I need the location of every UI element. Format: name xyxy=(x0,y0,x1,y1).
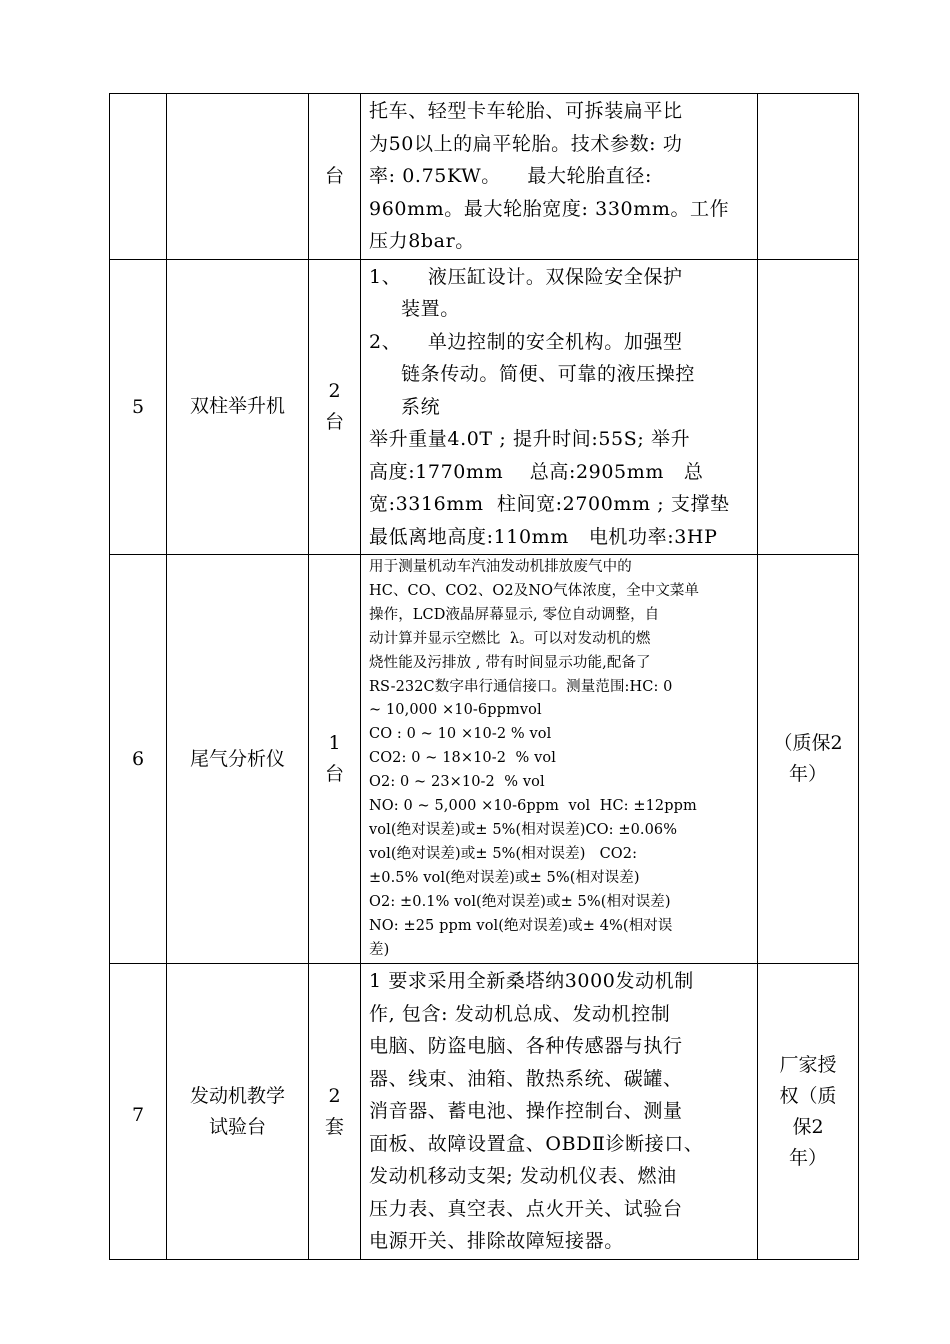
table-row xyxy=(110,259,859,555)
item-name: 试验台 xyxy=(208,1116,266,1139)
spec-line: 1、 液压缸设计。双保险安全保护 xyxy=(369,265,683,288)
spec-line: 托车、轻型卡车轮胎、可拆装扁平比 xyxy=(369,100,683,122)
quantity-text: 台 xyxy=(324,164,344,187)
spec-line: 用于测量机动车汽油发动机排放废气中的 xyxy=(369,559,632,575)
row-number: 6 xyxy=(131,748,145,771)
spec-line: CO : 0 ~ 10 ×10-2 % vol xyxy=(369,726,552,743)
spec-line: O2: 0 ~ 23×10-2 % vol xyxy=(369,774,545,791)
spec-line: 举升重量4.0T ; 提升时间:55S; 举升 xyxy=(369,428,691,450)
spec-line: 宽:3316mm 柱间宽:2700mm ; 支撑垫 xyxy=(369,493,730,515)
spec-line: 器、线束、油箱、散热系统、碳罐、 xyxy=(369,1067,683,1090)
quantity-text: 台 xyxy=(324,410,344,433)
note-text: （质保2 xyxy=(773,732,843,755)
quantity-text: 台 xyxy=(324,763,344,786)
spec-line: 差) xyxy=(369,941,390,958)
note-text: 保2 xyxy=(792,1116,824,1139)
spec-line: vol(绝对误差)或± 5%(相对误差)CO: ±0.06% xyxy=(369,821,678,838)
spec-line: CO2: 0 ~ 18×10-2 % vol xyxy=(369,750,556,767)
spec-cell xyxy=(361,964,758,1260)
spec-cell xyxy=(361,94,758,260)
spec-line: 消音器、蓄电池、操作控制台、测量 xyxy=(369,1100,683,1123)
spec-line: ±0.5% vol(绝对误差)或± 5%(相对误差) xyxy=(369,869,640,886)
note-text: 年） xyxy=(788,1147,827,1170)
note-cell xyxy=(758,964,859,1260)
table-row xyxy=(110,964,859,1260)
spec-line: NO: ±25 ppm vol(绝对误差)或± 4%(相对误 xyxy=(369,917,673,934)
item-name: 双柱举升机 xyxy=(189,395,285,418)
quantity-text: 2 xyxy=(328,1085,341,1108)
note-cell xyxy=(758,94,859,260)
spec-line: O2: ±0.1% vol(绝对误差)或± 5%(相对误差) xyxy=(369,893,671,910)
row-number-cell xyxy=(110,94,167,260)
row-number: 5 xyxy=(131,395,145,418)
quantity-cell xyxy=(309,94,361,260)
row-number: 7 xyxy=(131,1103,145,1126)
spec-line: 面板、故障设置盒、OBDⅡ诊断接口、 xyxy=(369,1132,704,1155)
item-name: 发动机教学 xyxy=(189,1085,285,1108)
spec-line: 高度:1770mm 总高:2905mm 总 xyxy=(369,460,704,483)
spec-line: 装置。 xyxy=(401,298,460,320)
spec-line: 作, 包含: 发动机总成、发动机控制 xyxy=(369,1002,671,1025)
spec-cell xyxy=(361,259,758,555)
spec-line: vol(绝对误差)或± 5%(相对误差) CO2: xyxy=(369,845,638,862)
row-number-cell xyxy=(110,964,167,1260)
item-name-cell xyxy=(167,259,309,555)
spec-line: ~ 10,000 ×10-6ppmvol xyxy=(369,702,542,719)
spec-line: 1 要求采用全新桑塔纳3000发动机制 xyxy=(369,970,694,993)
item-name-cell xyxy=(167,555,309,964)
spec-line: 率: 0.75KW。 最大轮胎直径: xyxy=(369,165,652,187)
item-name: 尾气分析仪 xyxy=(189,747,285,770)
quantity-text: 套 xyxy=(324,1116,344,1139)
item-name-cell xyxy=(167,94,309,260)
spec-line: 为50以上的扁平轮胎。技术参数: 功 xyxy=(369,132,683,155)
spec-line: RS-232C数字串行通信接口。测量范围:HC: 0 xyxy=(369,678,673,695)
spec-line: 发动机移动支架; 发动机仪表、燃油 xyxy=(369,1165,677,1188)
spec-line: 动计算并显示空燃比 λ。可以对发动机的燃 xyxy=(369,630,651,647)
quantity-text: 1 xyxy=(328,732,341,755)
note-text: 年） xyxy=(788,763,827,786)
table-row xyxy=(110,555,859,964)
spec-line: NO: 0 ~ 5,000 ×10-6ppm vol HC: ±12ppm xyxy=(369,798,697,815)
note-text: 权（质 xyxy=(779,1085,837,1108)
quantity-cell xyxy=(309,259,361,555)
spec-line: 2、 单边控制的安全机构。加强型 xyxy=(369,330,683,353)
spec-line: 链条传动。简便、可靠的液压操控 xyxy=(401,363,696,385)
spec-cell xyxy=(361,555,758,964)
spec-line: 压力8bar。 xyxy=(369,230,475,252)
row-number-cell xyxy=(110,555,167,964)
spec-line: 烧性能及污排放 , 带有时间显示功能,配备了 xyxy=(369,654,651,671)
spec-line: HC、CO、CO2、O2及NO气体浓度，全中文菜单 xyxy=(369,582,700,599)
spec-line: 压力表、真空表、点火开关、试验台 xyxy=(369,1197,683,1220)
spec-line: 电源开关、排除故障短接器。 xyxy=(369,1230,624,1253)
quantity-cell xyxy=(309,964,361,1260)
note-text: 厂家授 xyxy=(779,1054,837,1077)
quantity-cell xyxy=(309,555,361,964)
equipment-spec-table xyxy=(109,93,859,1260)
spec-line: 960mm。最大轮胎宽度: 330mm。工作 xyxy=(369,197,730,220)
note-cell xyxy=(758,259,859,555)
spec-line: 操作，LCD液晶屏幕显示, 零位自动调整，自 xyxy=(369,606,660,623)
spec-line: 系统 xyxy=(401,395,441,418)
quantity-text: 2 xyxy=(328,379,341,402)
table-row xyxy=(110,94,859,260)
spec-line: 电脑、防盗电脑、各种传感器与执行 xyxy=(369,1035,683,1058)
spec-line: 最低离地高度:110mm 电机功率:3HP xyxy=(369,525,718,548)
row-number-cell xyxy=(110,259,167,555)
item-name-cell xyxy=(167,964,309,1260)
note-cell xyxy=(758,555,859,964)
